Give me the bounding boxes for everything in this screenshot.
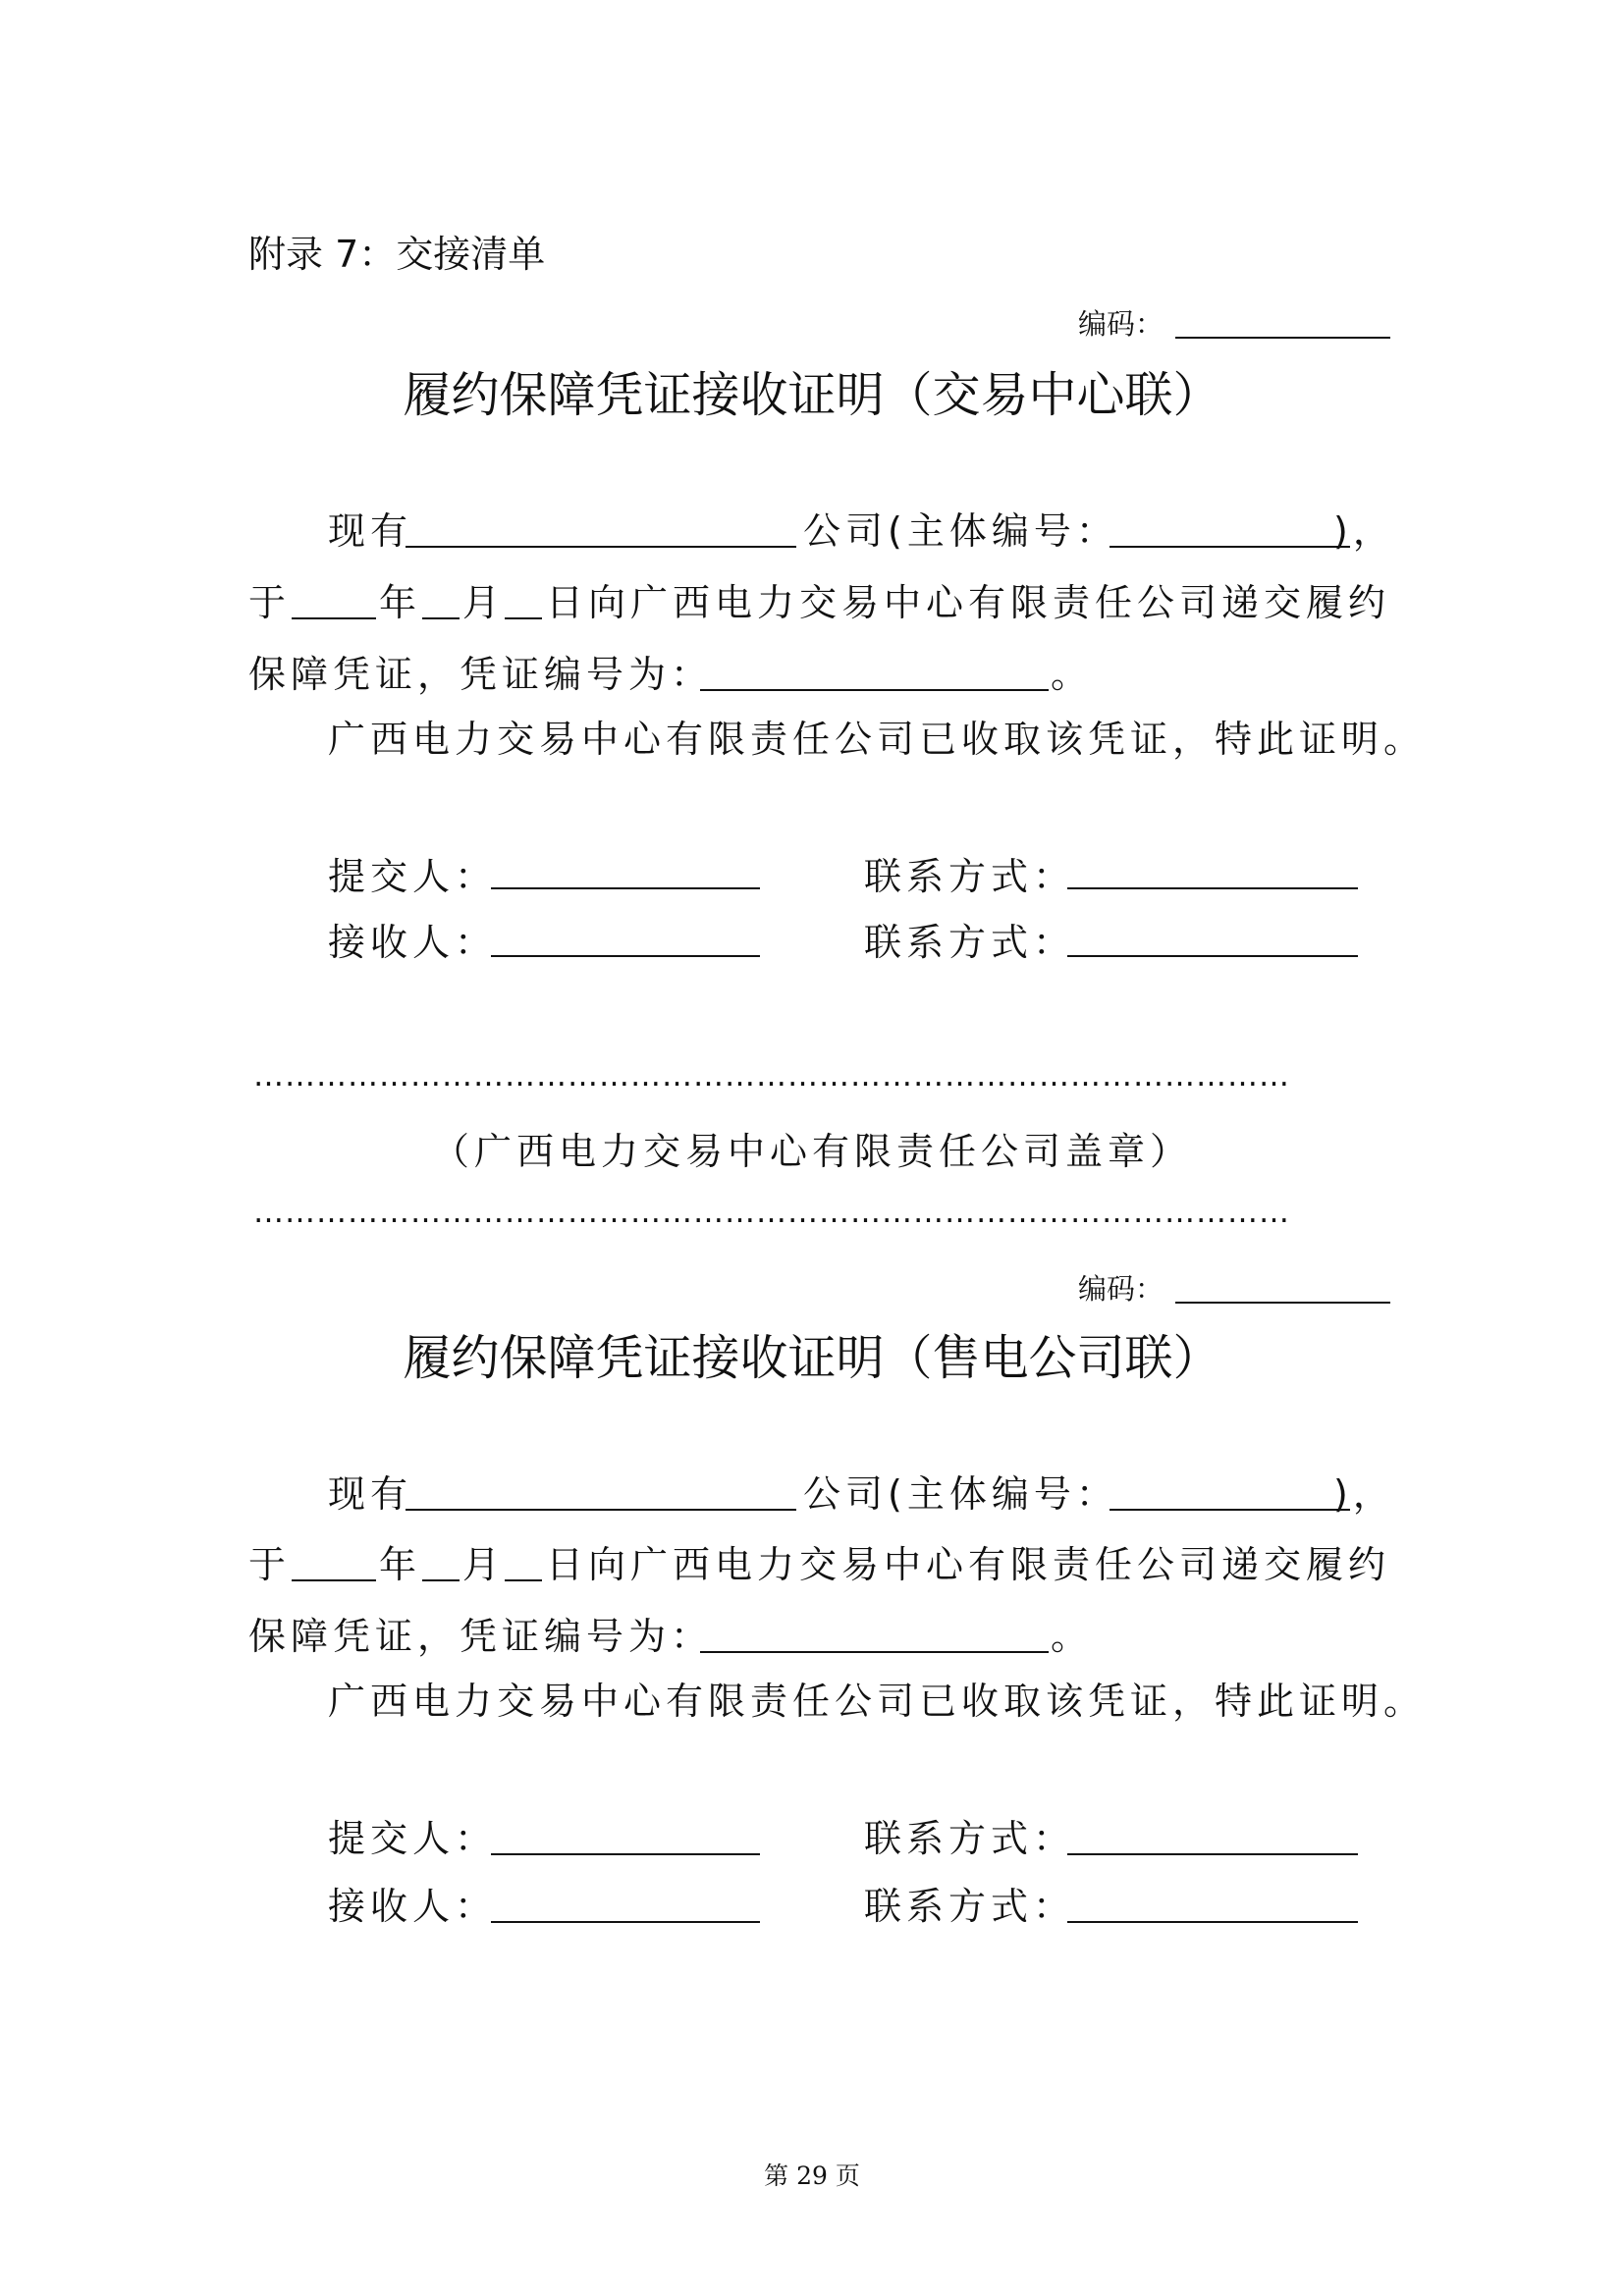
text-voucher-no: 保障凭证，凭证编号为： <box>248 1615 714 1658</box>
code-label: 编码： <box>1078 1272 1164 1306</box>
text-year: 年 <box>379 581 422 624</box>
appendix-title: 附录 7：交接清单 <box>248 233 546 276</box>
voucher-no-blank[interactable] <box>700 1651 1049 1653</box>
submitter-contact-blank[interactable] <box>1067 887 1358 889</box>
submitter-label: 提交人： <box>328 855 498 898</box>
code-label: 编码： <box>1078 307 1164 341</box>
company-name-blank[interactable] <box>406 1509 796 1511</box>
text-company-entity-no: 公司(主体编号： <box>803 509 1118 553</box>
text-received-proof: 广西电力交易中心有限责任公司已收取该凭证，特此证明。 <box>328 1680 1427 1723</box>
receiver-contact-label: 联系方式： <box>864 921 1076 964</box>
entity-no-blank[interactable] <box>1110 546 1350 548</box>
receiver-label: 接收人： <box>328 1885 498 1928</box>
text-on: 于 <box>248 581 292 624</box>
text-period: 。 <box>1051 653 1094 696</box>
cut-line-bottom: ……………………………………………………………………………………… <box>253 1195 1290 1230</box>
text-existing: 现有 <box>328 509 413 553</box>
year-blank[interactable] <box>292 617 376 619</box>
code-blank[interactable] <box>1175 337 1390 339</box>
text-year: 年 <box>379 1543 422 1586</box>
submitter-contact-label: 联系方式： <box>864 855 1076 898</box>
year-blank[interactable] <box>292 1579 376 1581</box>
text-day-submit: 日向广西电力交易中心有限责任公司递交履约 <box>546 1543 1391 1586</box>
submitter-blank[interactable] <box>491 1853 760 1855</box>
receiver-blank[interactable] <box>491 955 760 957</box>
text-month: 月 <box>462 581 506 624</box>
submitter-label: 提交人： <box>328 1817 498 1860</box>
submitter-contact-label: 联系方式： <box>864 1817 1076 1860</box>
text-close-paren: )， <box>1333 509 1395 553</box>
receiver-label: 接收人： <box>328 921 498 964</box>
text-period: 。 <box>1051 1615 1094 1658</box>
text-close-paren: )， <box>1333 1472 1395 1516</box>
seal-caption: （广西电力交易中心有限责任公司盖章） <box>431 1130 1192 1173</box>
receiver-contact-blank[interactable] <box>1067 955 1358 957</box>
text-received-proof: 广西电力交易中心有限责任公司已收取该凭证，特此证明。 <box>328 718 1427 761</box>
day-blank[interactable] <box>505 617 542 619</box>
submitter-contact-blank[interactable] <box>1067 1853 1358 1855</box>
month-blank[interactable] <box>422 1579 460 1581</box>
text-on: 于 <box>248 1543 292 1586</box>
text-day-submit: 日向广西电力交易中心有限责任公司递交履约 <box>546 581 1391 624</box>
text-voucher-no: 保障凭证，凭证编号为： <box>248 653 714 696</box>
receiver-blank[interactable] <box>491 1921 760 1923</box>
code-blank[interactable] <box>1175 1302 1390 1304</box>
receiver-contact-blank[interactable] <box>1067 1921 1358 1923</box>
form-title: 履约保障凭证接收证明（交易中心联） <box>403 367 1221 423</box>
voucher-no-blank[interactable] <box>700 689 1049 691</box>
entity-no-blank[interactable] <box>1110 1509 1350 1511</box>
text-month: 月 <box>462 1543 506 1586</box>
cut-line-top: ……………………………………………………………………………………… <box>253 1058 1290 1094</box>
text-existing: 现有 <box>328 1472 413 1516</box>
month-blank[interactable] <box>422 617 460 619</box>
text-company-entity-no: 公司(主体编号： <box>803 1472 1118 1516</box>
company-name-blank[interactable] <box>406 546 796 548</box>
day-blank[interactable] <box>505 1579 542 1581</box>
page-number: 第 29 页 <box>764 2162 860 2190</box>
submitter-blank[interactable] <box>491 887 760 889</box>
form-title: 履约保障凭证接收证明（售电公司联） <box>403 1330 1221 1386</box>
receiver-contact-label: 联系方式： <box>864 1885 1076 1928</box>
